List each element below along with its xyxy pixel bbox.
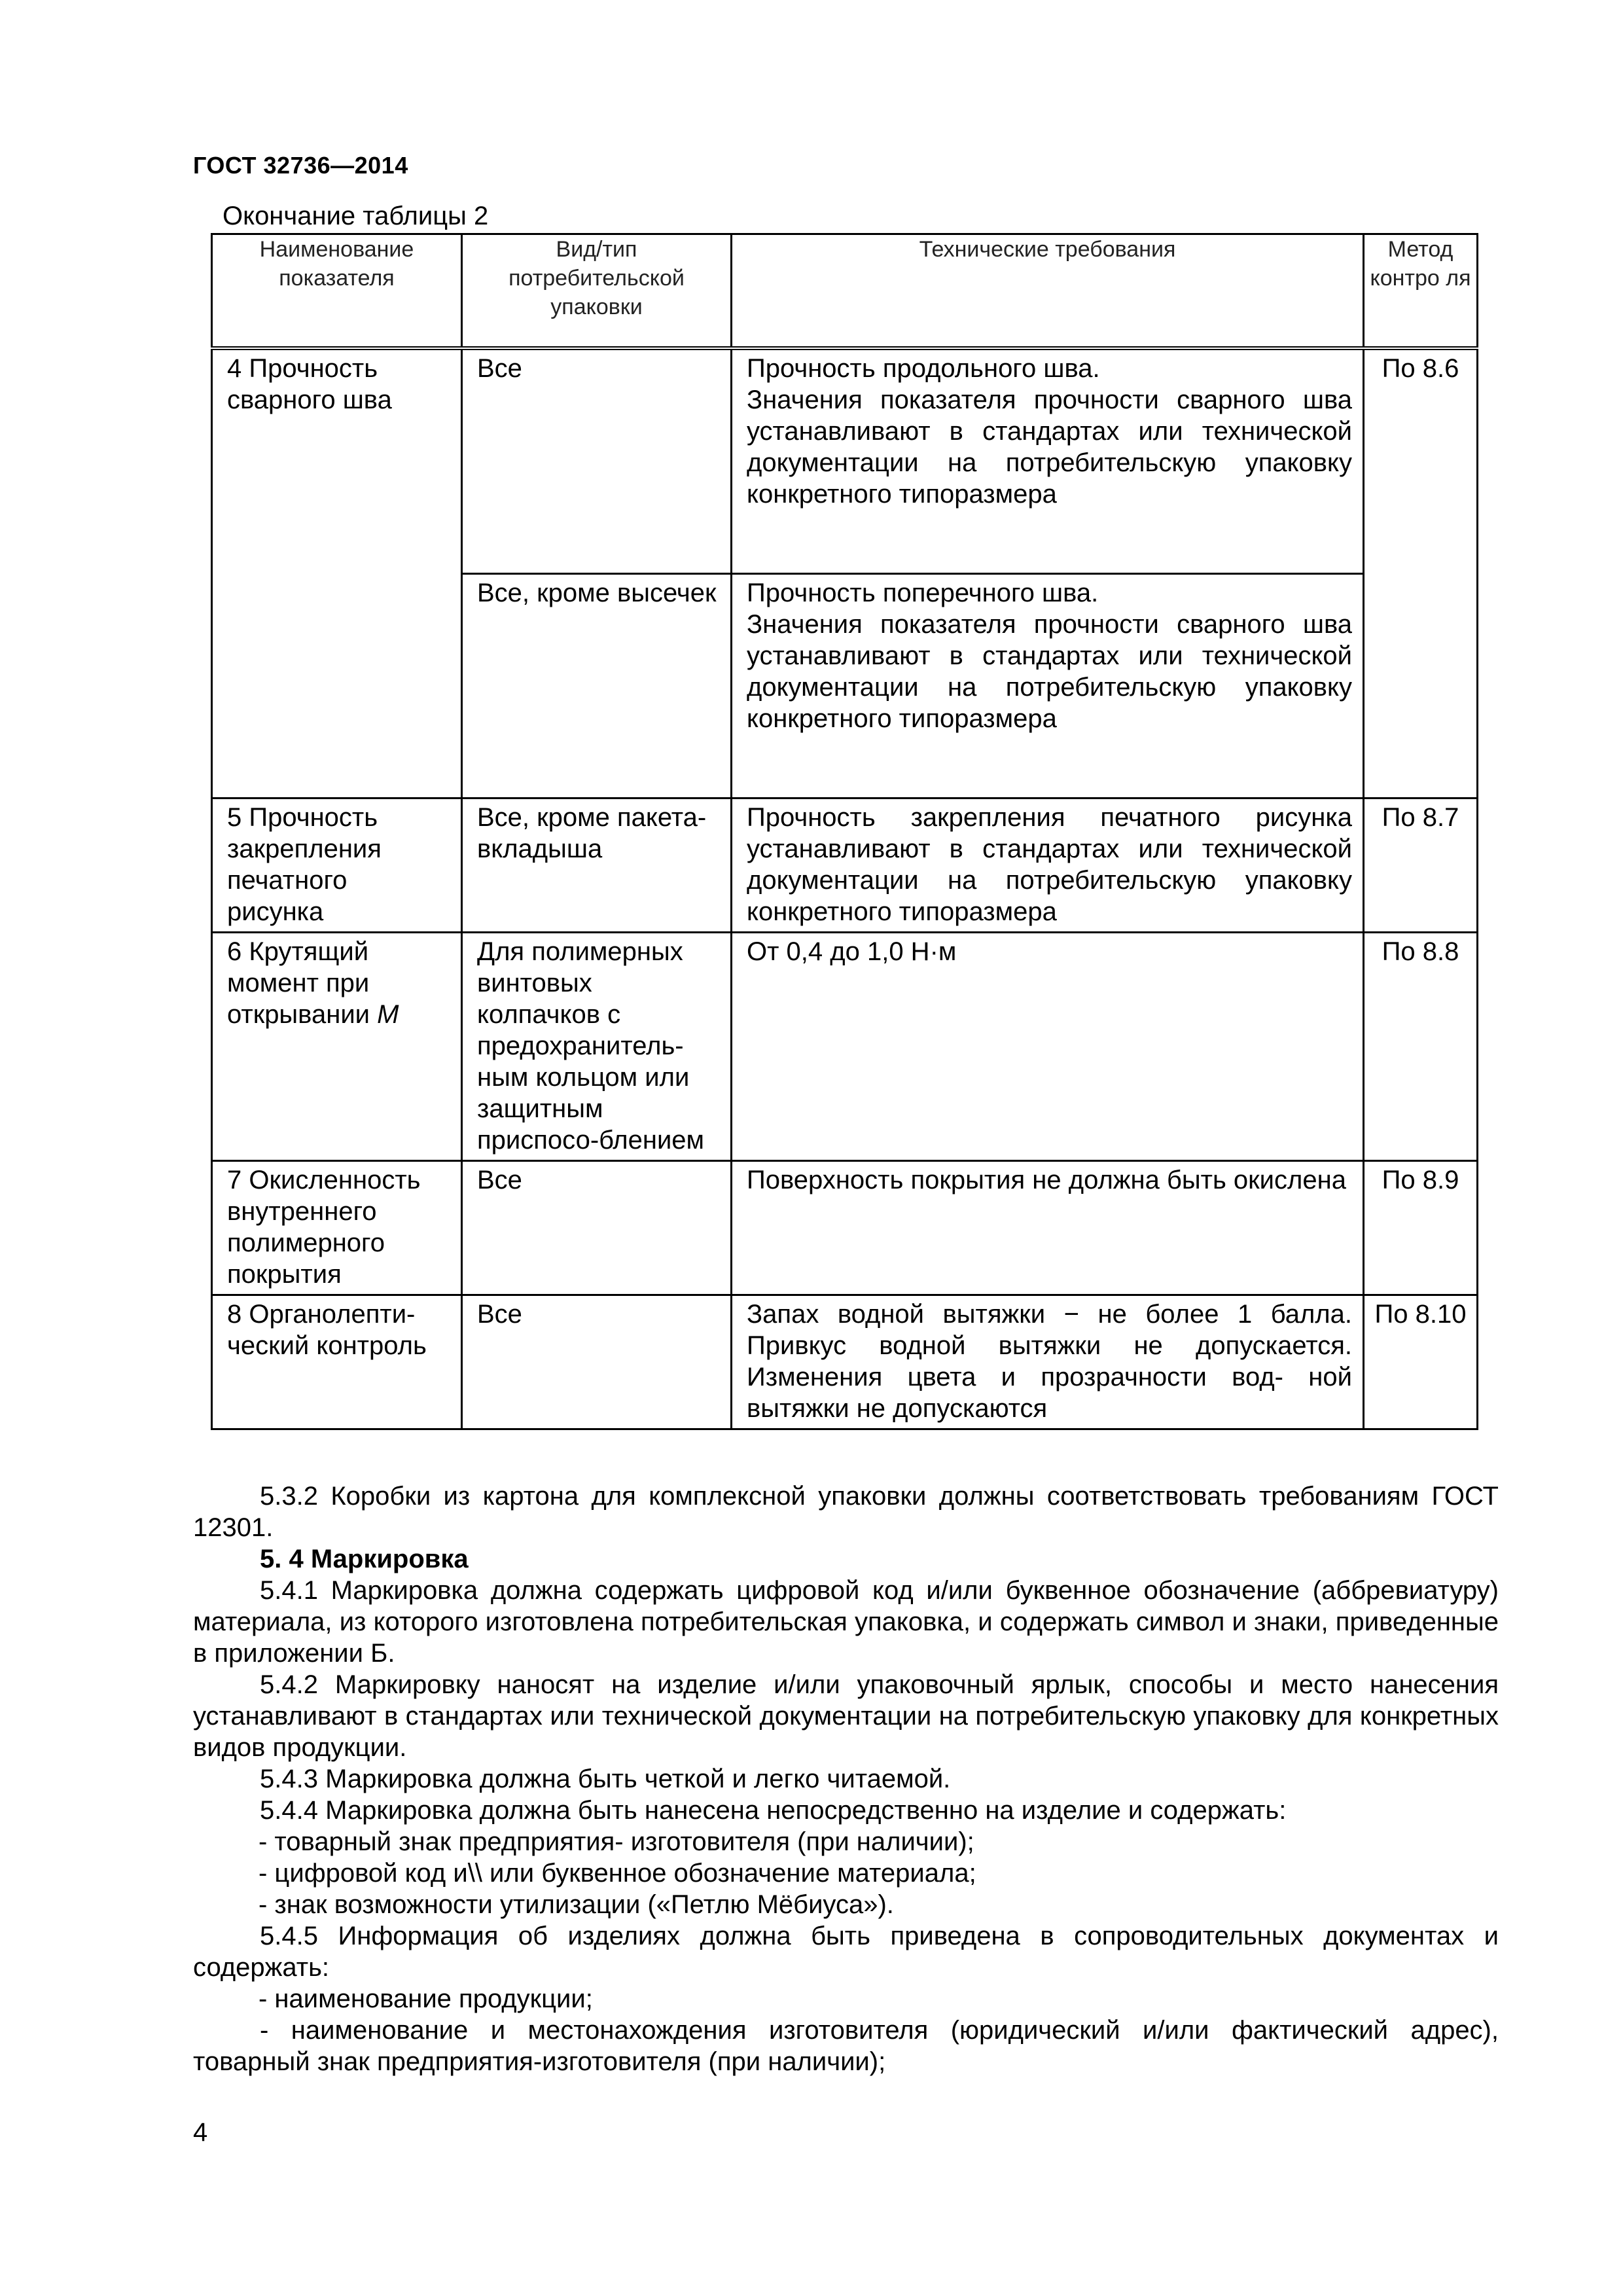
header-package: Вид/тип потребительской упаковки xyxy=(462,234,732,349)
table-row xyxy=(212,348,1478,574)
requirements-table xyxy=(211,233,1478,1430)
list-item: - товарный знак предприятия- изготовителя (при наличии); xyxy=(259,1827,974,1856)
cell-indicator xyxy=(212,933,462,1161)
cell-package: Все xyxy=(462,1161,732,1295)
paragraph-5-3-2: 5.3.2 Коробки из картона для комплексной упаковки должны соответствовать требованиям ГОСТ 12301. xyxy=(193,1482,1499,1542)
cell-package: Все, кроме пакета-вкладыша xyxy=(462,798,732,933)
body-text xyxy=(193,1480,1499,2077)
cell-indicator: 5 Прочность закрепления печатного рисунка xyxy=(212,798,462,933)
cell-requirements xyxy=(732,574,1364,798)
cell-method: По 8.6 xyxy=(1364,348,1478,798)
paragraph-5-4-1: 5.4.1 Маркировка должна содержать цифровой код и/или буквенное обозначение (аббревиатуру) материала, из которого изготовлена потребительская упаковка, и содержать символ и знаки, приведенные в приложении Б. xyxy=(193,1576,1499,1668)
cell-package: Все xyxy=(462,348,732,574)
cell-method: По 8.9 xyxy=(1364,1161,1478,1295)
paragraph-5-4-2: 5.4.2 Маркировку наносят на изделие и/или упаковочный ярлык, способы и место нанесения устанавливают в стандартах или технической документации на потребительскую упаковку для конкретных видов продукции. xyxy=(193,1670,1499,1762)
table-row xyxy=(212,1295,1478,1429)
paragraph-5-4-4: 5.4.4 Маркировка должна быть нанесена непосредственно на изделие и содержать: xyxy=(260,1796,1287,1825)
indicator-text: 6 Крутящий момент при открывании xyxy=(227,937,370,1029)
header-requirements: Технические требования xyxy=(732,234,1364,349)
cell-requirements xyxy=(732,348,1364,574)
paragraph-5-4-3: 5.4.3 Маркировка должна быть четкой и легко читаемой. xyxy=(260,1765,951,1793)
cell-indicator: 8 Органолепти-ческий контроль xyxy=(212,1295,462,1429)
requirements-title: Прочность поперечного шва. xyxy=(747,579,1099,607)
table-row xyxy=(212,933,1478,1161)
cell-indicator: 4 Прочность сварного шва xyxy=(212,348,462,798)
cell-requirements: Поверхность покрытия не должна быть окислена xyxy=(732,1161,1364,1295)
list-item: - знак возможности утилизации («Петлю Мёбиуса»). xyxy=(259,1890,894,1919)
table-row xyxy=(212,798,1478,933)
table-header-row xyxy=(212,234,1478,349)
table-row xyxy=(212,1161,1478,1295)
requirements-text: Значения показателя прочности сварного шва устанавливают в стандартах или технической документации на потребительскую упаковку конкретного типоразмера xyxy=(747,610,1352,733)
list-item: - цифровой код и\\ или буквенное обозначение материала; xyxy=(259,1859,976,1888)
page-number: 4 xyxy=(193,2118,208,2147)
list-item: - наименование и местонахождения изготовителя (юридический и/или фактический адрес), товарный знак предприятия-изготовителя (при наличии); xyxy=(193,2016,1499,2076)
cell-requirements: Запах водной вытяжки − не более 1 балла. Привкус водной вытяжки не допускается. Изменения цвета и прозрачности вод- ной вытяжки не допускаются xyxy=(732,1295,1364,1429)
indicator-variable: M xyxy=(377,1000,399,1029)
cell-requirements: Прочность закрепления печатного рисунка устанавливают в стандартах или технической документации на потребительскую упаковку конкретного типоразмера xyxy=(732,798,1364,933)
cell-method: По 8.10 xyxy=(1364,1295,1478,1429)
section-heading-5-4: 5. 4 Маркировка xyxy=(260,1545,469,1573)
cell-requirements: От 0,4 до 1,0 Н·м xyxy=(732,933,1364,1161)
requirements-text: Значения показателя прочности сварного шва устанавливают в стандартах или технической документации на потребительскую упаковку конкретного типоразмера xyxy=(747,386,1352,509)
header-method: Метод контро ля xyxy=(1364,234,1478,349)
paragraph-5-4-5: 5.4.5 Информация об изделиях должна быть приведена в сопроводительных документах и содержать: xyxy=(193,1922,1499,1982)
header-indicator: Наименование показателя xyxy=(212,234,462,349)
table-caption: Окончание таблицы 2 xyxy=(223,202,489,230)
cell-package: Все, кроме высечек xyxy=(462,574,732,798)
cell-method: По 8.7 xyxy=(1364,798,1478,933)
list-item: - наименование продукции; xyxy=(259,1984,593,2013)
cell-method: По 8.8 xyxy=(1364,933,1478,1161)
requirements-title: Прочность продольного шва. xyxy=(747,354,1100,383)
cell-package: Для полимерных винтовых колпачков с предохранитель-ным кольцом или защитным приспосо-блением xyxy=(462,933,732,1161)
document-header: ГОСТ 32736—2014 xyxy=(193,152,408,179)
cell-package: Все xyxy=(462,1295,732,1429)
cell-indicator: 7 Окисленность внутреннего полимерного покрытия xyxy=(212,1161,462,1295)
